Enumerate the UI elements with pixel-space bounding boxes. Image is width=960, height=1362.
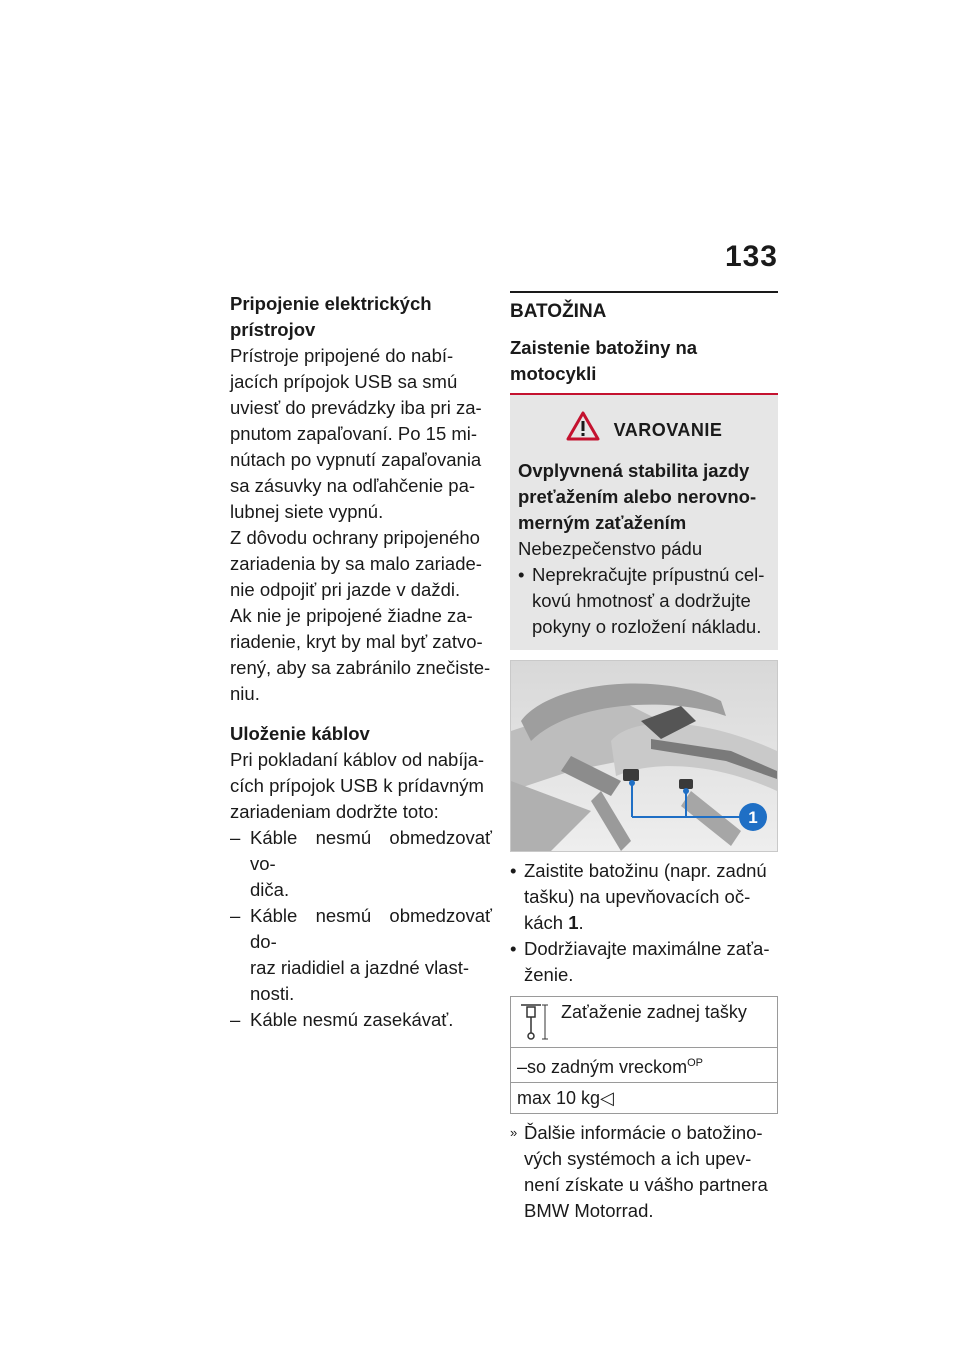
usb-paragraph-2: Z dôvodu ochrany pripojeného zariadenia by sa malo zariade- nie odpojiť pri jazde v daždi.: [230, 527, 482, 600]
usb-heading: Pripojenie elektrických prístrojov: [230, 293, 432, 340]
usb-paragraph-3: Ak nie je pripojené žiadne za- riadenie, kryt by mal byť zatvo- rený, aby sa zabránilo znečiste- niu.: [230, 605, 491, 704]
usb-paragraph-1: Prístroje pripojené do nabí- jacích prípojok USB sa smú uviesť do prevádzky iba pri za- pnutom zapaľovaní. Po 15 mi- nútach po vypnutí zapaľovania sa zásuvky na odľahčenie pa- lubnej siete vypnú.: [230, 345, 482, 522]
left-column: [230, 291, 492, 1033]
motorcycle-rear-illustration: [511, 661, 777, 851]
warning-box: [510, 395, 778, 650]
step-item: • Zaistite batožinu (napr. zadnú tašku) na upevňovacích oč- kách 1.: [510, 858, 778, 936]
dash-marker: –: [230, 905, 241, 926]
warning-title: VAROVANIE: [613, 419, 723, 440]
bullet-marker: •: [518, 564, 525, 585]
cable-heading: Uloženie káblov: [230, 723, 370, 744]
bullet-marker: •: [510, 860, 517, 881]
section-title: BATOŽINA: [510, 291, 778, 325]
warning-triangle-icon: [566, 411, 600, 448]
dash-marker: –: [230, 827, 241, 848]
subsection-title: Zaistenie batožiny na motocykli: [510, 337, 698, 384]
cable-rule-item: – Káble nesmú obmedzovať do- raz riadidiel a jazdné vlast- nosti.: [230, 903, 492, 1007]
step-item: • Dodržiavajte maximálne zaťa- ženie.: [510, 936, 778, 988]
weight-load-icon: [517, 999, 551, 1045]
bullet-marker: •: [510, 938, 517, 959]
figure-reference: 1: [568, 912, 579, 933]
warning-heading: Ovplyvnená stabilita jazdy preťažením alebo nerovno- merným zaťažením: [518, 460, 757, 533]
see-also-marker: »: [510, 1125, 518, 1140]
right-column: [510, 291, 778, 1224]
warning-bullet: • Neprekračujte prípustnú cel- kovú hmotnosť a dodržujte pokyny o rozložení nákladu.: [518, 562, 770, 640]
see-also: » Ďalšie informácie o batožino- vých systémoch a ich upev- není získate u vášho partnera BMW Motorrad.: [510, 1120, 778, 1224]
optional-equipment-label: OP: [687, 1057, 703, 1069]
luggage-figure: [510, 660, 778, 852]
table-row: max 10 kg◁: [511, 1083, 778, 1114]
page-number: 133: [724, 240, 778, 273]
table-title: Zaťaženie zadnej tašky: [561, 1002, 747, 1022]
callout-label: 1: [748, 808, 758, 827]
dash-marker: –: [230, 1009, 241, 1030]
table-row: –so zadným vreckom$^{OP}$: [511, 1048, 778, 1083]
warning-risk: Nebezpečenstvo pádu: [518, 538, 703, 559]
cable-paragraph: Pri pokladaní káblov od nabíja- cích prípojok USB k prídavným zariadeniam dodržte toto:: [230, 749, 485, 822]
load-table: [510, 996, 778, 1114]
cable-rule-item: – Káble nesmú obmedzovať vo- diča.: [230, 825, 492, 903]
cable-rule-item: – Káble nesmú zasekávať.: [230, 1007, 492, 1033]
